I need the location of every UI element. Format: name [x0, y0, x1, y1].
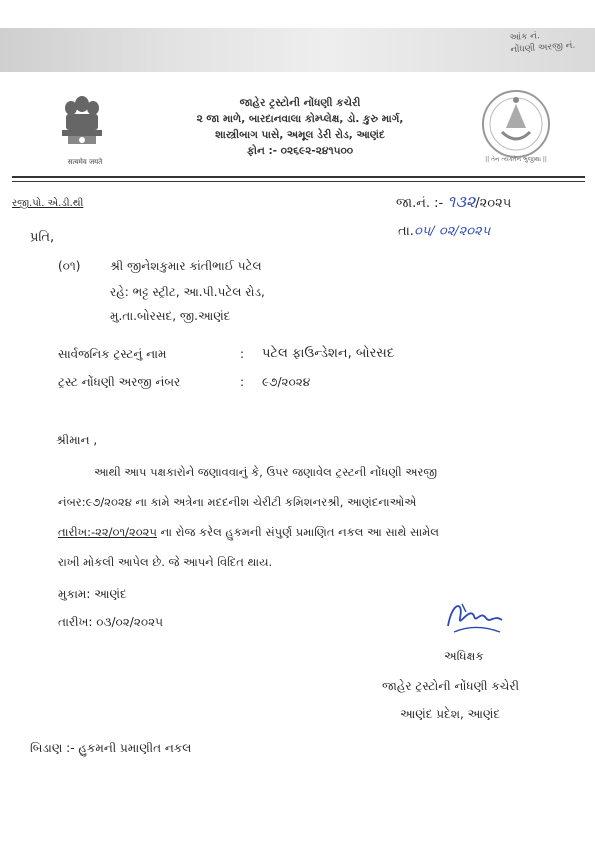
outward-number-handwritten: ૧૩૨ [447, 192, 476, 211]
outward-number-label: જા.નં. :- [396, 196, 444, 211]
body-line-1: આથી આપ પક્ષકારોને જણાવવાનું કે, ઉપર જણાવેલ ટ્રસ્ટની નોંધણી અરજી [94, 465, 438, 479]
enclosure-note: બિડાણ :- હુકમની પ્રમાણીત નકલ [30, 741, 192, 755]
application-number-sep: : [240, 375, 245, 389]
salutation: શ્રીમાન , [56, 433, 98, 447]
body-line-2: નંબર:૯૭/૨૦૨૪ ના કામે અત્રેના મદદનીશ ચેરીટી કમિશનરશ્રી, આણંદનાઓએ [58, 495, 417, 509]
body-line-3 [58, 524, 439, 540]
outward-number [396, 194, 511, 212]
charity-commissioner-logo-icon [480, 88, 552, 164]
recipient-name: શ્રી જીનેશકુમાર કાંતીભાઈ પટેલ [110, 259, 262, 273]
office-name: જાહેર ટ્રસ્ટોની નોંધણી કચેરી [239, 97, 361, 109]
body-line-4: રાખી મોકલી આપેલ છે. જે આપને વિદિત થાય. [58, 555, 273, 569]
registered-ad-note: રજી.પો. એ.ડી.થી [12, 198, 84, 209]
body-line-3-rest: ના રોજ કરેલ હુકમની સંપુર્ણ પ્રમાણિત નકલ આ સાથે સામેલ [156, 525, 439, 539]
signature [440, 596, 510, 644]
logo-caption: || તેન ત્યક્તેન ભુંજીથા || [485, 156, 547, 163]
office-phone: ફોન :- ૦૨૬૯૨-૨૪૧૫૦૦ [246, 145, 354, 157]
trust-name-value: પટેલ ફાઉન્ડેશન, બોરસદ [262, 346, 395, 361]
office-address-line1: ૨ જા માળે, બારદાનવાલા કોમ્પ્લેક્ષ, ડો. કુરુ માર્ગ, [196, 113, 404, 125]
application-number-label: ટ્રસ્ટ નોંધણી અરજી નંબર [58, 375, 181, 389]
office-header [150, 95, 450, 159]
issue-date: તારીખ: ૦૩/૦૨/૨૦૨૫ [58, 615, 164, 629]
letter-date-prefix: તા. [398, 224, 414, 239]
recipient-address-line1: રહે: ભટ્ટ સ્ટ્રીટ, આ.પી.પટેલ રોડ, [110, 285, 265, 299]
trust-name-sep: : [240, 347, 245, 361]
signatory-title: અધિક્ષક [444, 649, 484, 663]
ashoka-emblem-icon [52, 90, 112, 160]
recipient-serial: (૦૧) [58, 259, 81, 273]
prati-label: પ્રતિ, [30, 230, 55, 245]
inward-stamp-line2: નોંધણી અરજી નં. [510, 40, 576, 56]
inward-stamp [509, 28, 575, 56]
order-date-underlined: તારીખ:-૨૨/૦૧/૨૦૨૫ [58, 525, 157, 539]
emblem-motto: सत्यमेव जयते [67, 158, 103, 166]
scan-shadow-band [0, 28, 595, 72]
header-divider-thin [12, 181, 585, 182]
application-number-value: ૯૭/૨૦૨૪ [262, 375, 311, 389]
letter-date-handwritten: ૦૫/ ૦૨/૨૦૨૫ [413, 224, 491, 239]
signatory-office: જાહેર ટ્રસ્ટોની નોંધણી કચેરી [382, 679, 520, 693]
trust-name-label: સાર્વજનિક ટ્રસ્ટનું નામ [58, 347, 167, 361]
inward-stamp-line1: આંક નં. [509, 31, 541, 44]
letter-date [398, 224, 490, 240]
place: મુકામ: આણંદ [58, 587, 127, 601]
recipient-address-line2: મુ.તા.બોરસદ, જી.આણંદ [110, 309, 231, 323]
header-divider [12, 176, 585, 178]
outward-number-year: /૨૦૨૫ [475, 196, 512, 211]
signatory-region: આણંદ પ્રદેશ, આણંદ [400, 707, 501, 721]
office-address-line2: શાસ્ત્રીબાગ પાસે, અમૂલ ડેરી રોડ, આણંદ [215, 129, 385, 141]
